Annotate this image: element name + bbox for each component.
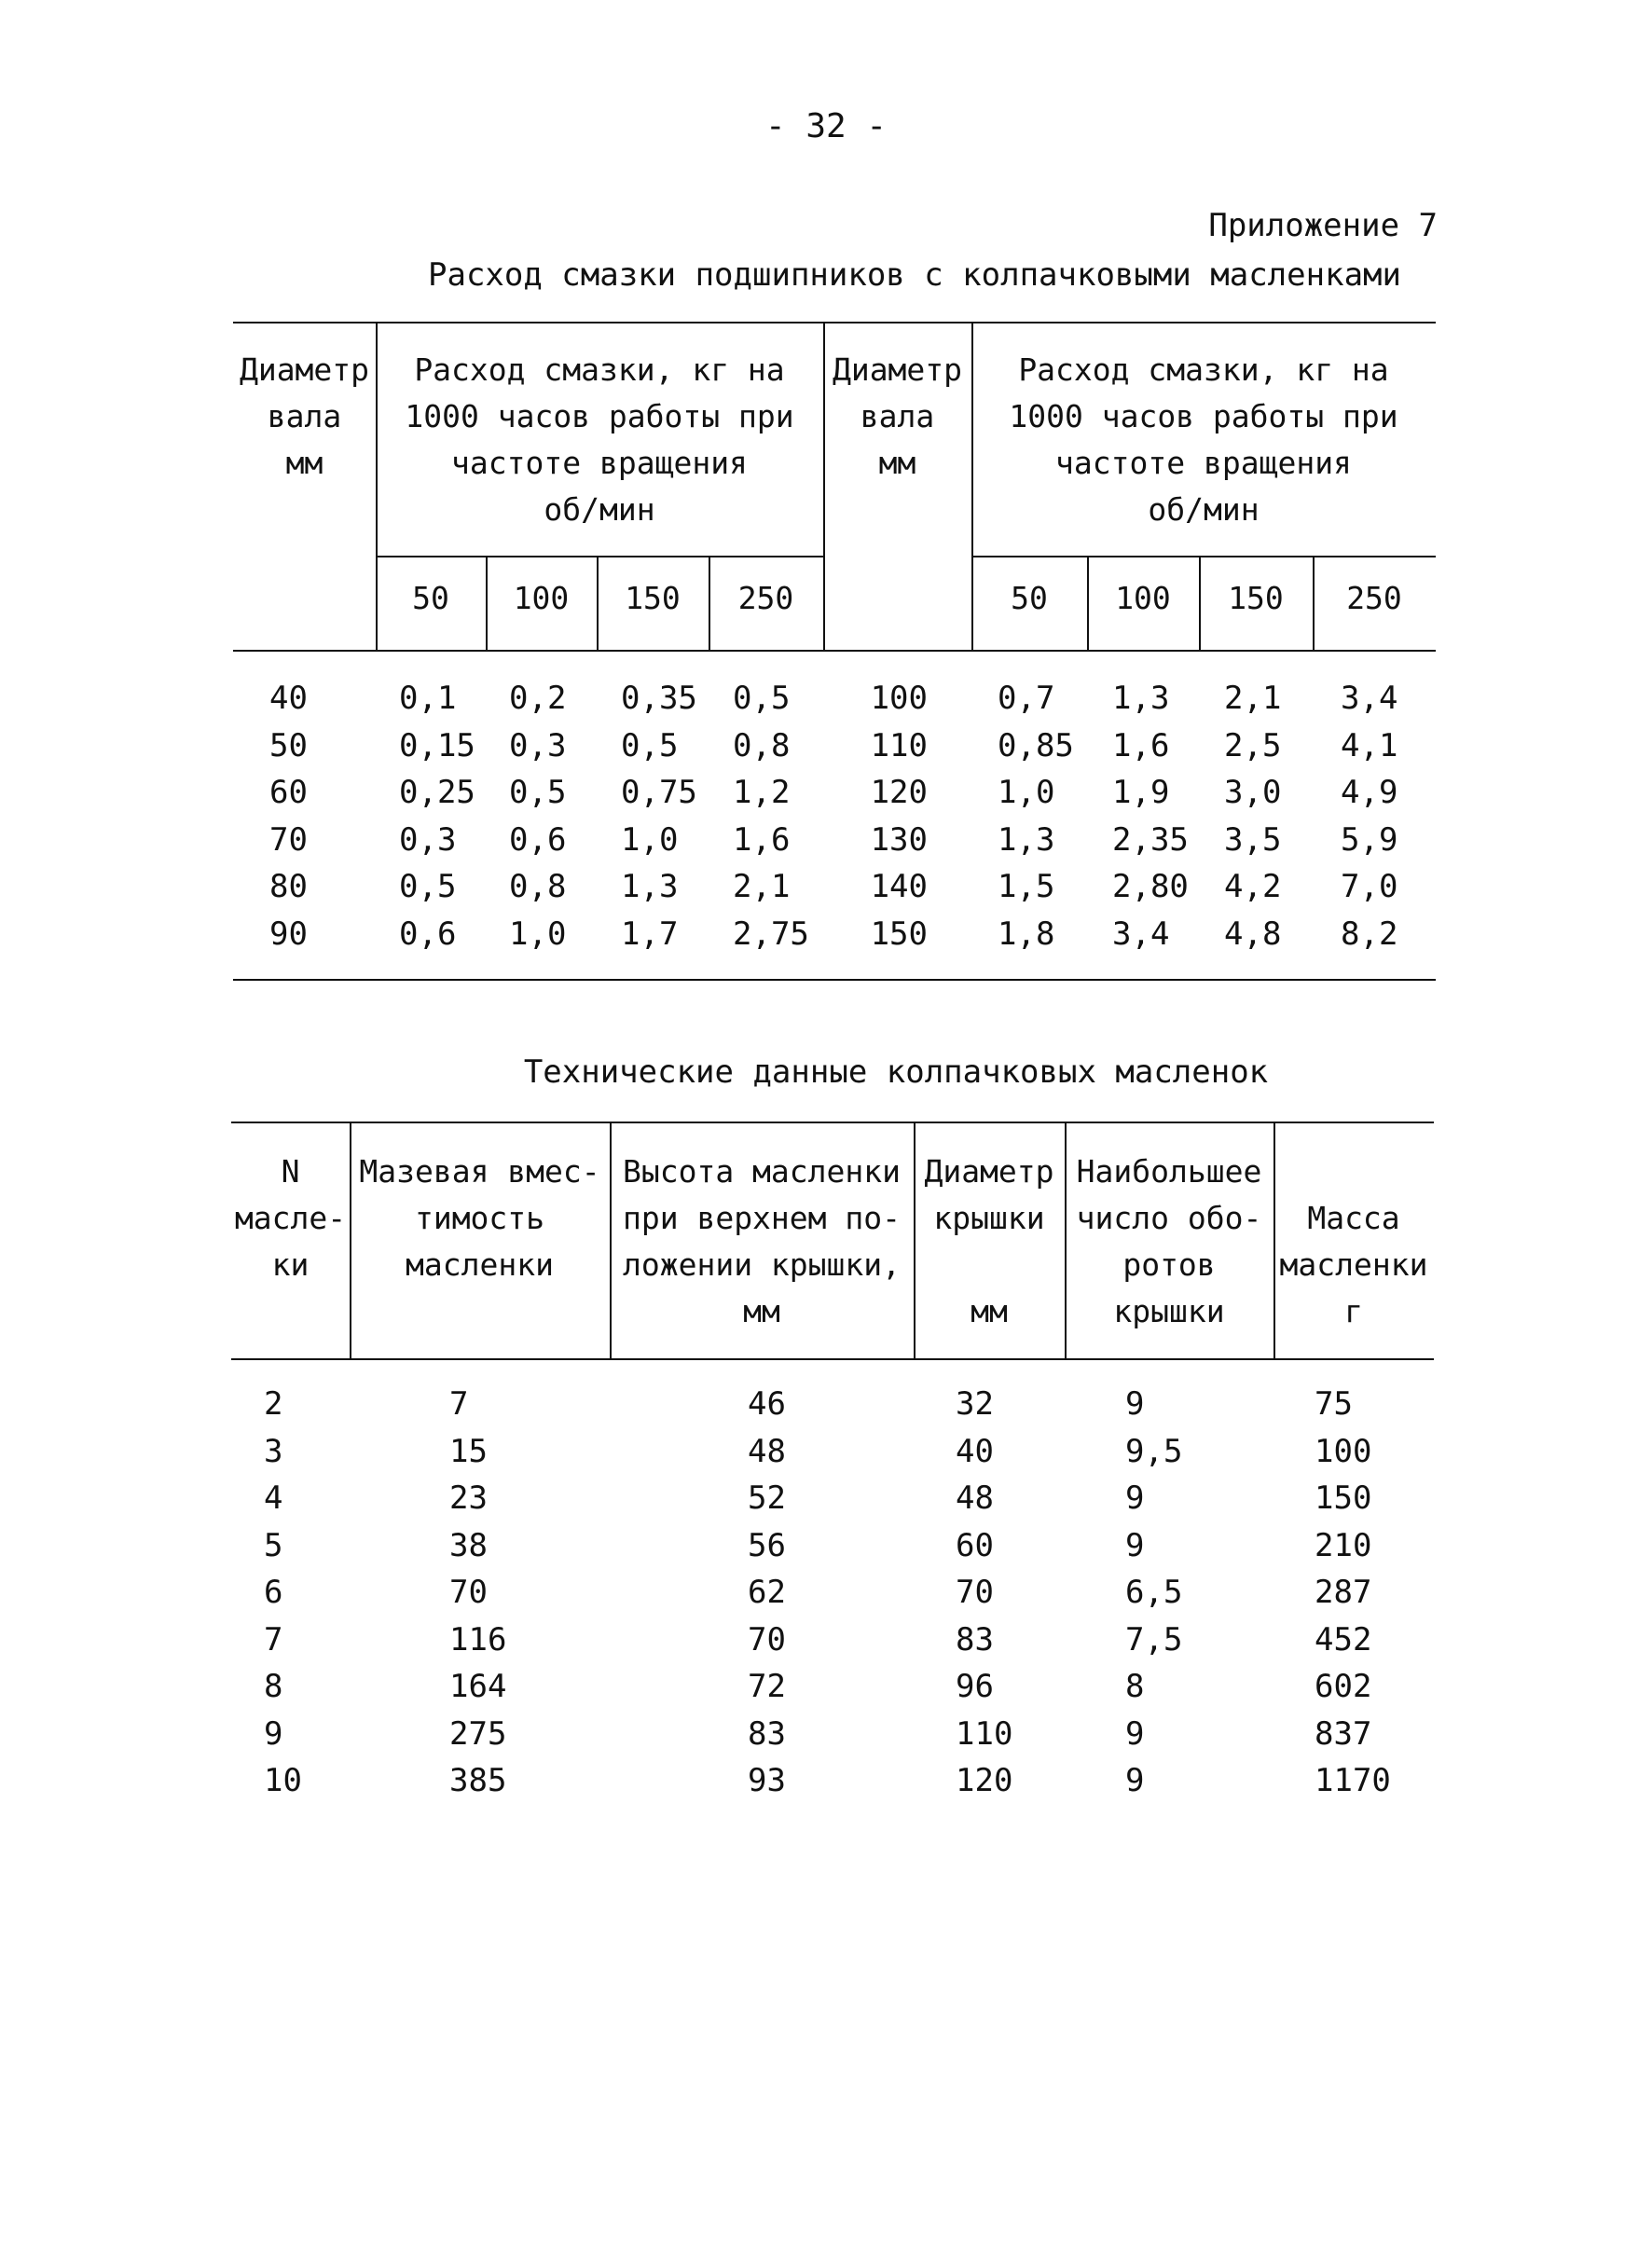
table-cell: 275 — [449, 1714, 507, 1753]
appendix-label: Приложение 7 — [1208, 207, 1438, 244]
table-cell: 120 — [956, 1762, 1013, 1799]
table1-speed-150-right: 150 — [1228, 580, 1284, 616]
table-cell: 1,6 — [1112, 726, 1170, 764]
table-cell: 8 — [264, 1668, 283, 1705]
table-cell: 0,25 — [399, 774, 475, 811]
table-cell: 1,2 — [733, 774, 791, 811]
table1-speed-150-left: 150 — [625, 580, 681, 616]
table2-header-mass: Масса масленки г — [1279, 1200, 1428, 1329]
table-cell: 2,35 — [1112, 820, 1189, 859]
table-cell: 60 — [956, 1526, 994, 1564]
table-cell: 0,8 — [509, 868, 567, 905]
table-cell: 75 — [1315, 1385, 1353, 1423]
table-cell: 0,5 — [399, 868, 457, 905]
table2-header-max-turns: Наибольшее число обо- ротов крышки — [1076, 1153, 1262, 1329]
table-cell: 1,3 — [621, 868, 679, 905]
table-cell: 15 — [449, 1432, 488, 1470]
table-cell: 3,4 — [1341, 680, 1398, 717]
table-cell: 32 — [956, 1385, 994, 1423]
table-cell: 48 — [748, 1432, 786, 1470]
table2-header-cap-diameter: Диаметр крышки мм — [924, 1153, 1054, 1329]
table-cell: 80 — [269, 868, 308, 905]
table1-bottom-rule — [233, 979, 1436, 981]
table1-header-consumption-right: Расход смазки, кг на 1000 часов работы при частоте вращения об/мин — [1009, 351, 1398, 528]
page-number: - 32 - — [764, 107, 888, 145]
table-cell: 70 — [449, 1574, 488, 1611]
table1-header-shaft-diameter-left: Диаметр вала мм — [239, 351, 370, 481]
table-cell: 2,75 — [733, 915, 809, 953]
table-cell: 9 — [264, 1714, 283, 1753]
table-cell: 0,3 — [509, 726, 567, 764]
table-cell: 210 — [1315, 1526, 1372, 1564]
table-cell: 96 — [956, 1668, 994, 1705]
table1-top-rule — [233, 322, 1436, 323]
table-cell: 70 — [269, 820, 308, 859]
table-cell: 9 — [1125, 1479, 1145, 1517]
table-cell: 110 — [956, 1714, 1013, 1753]
table-cell: 90 — [269, 915, 308, 953]
table-cell: 120 — [870, 774, 928, 811]
table2-header-height: Высота масленки при верхнем по- ложении крышки, мм — [622, 1153, 901, 1329]
table1-speed-rule-left — [376, 556, 823, 557]
table-cell: 0,85 — [998, 726, 1074, 764]
table1-speed-50-left: 50 — [412, 580, 449, 616]
table2-title: Технические данные колпачковых масленок — [523, 1053, 1269, 1091]
table-cell: 150 — [1315, 1479, 1372, 1517]
table1-speed-100-left: 100 — [513, 580, 570, 616]
table-cell: 0,5 — [621, 726, 679, 764]
table-cell: 9 — [1125, 1526, 1145, 1564]
table-cell: 287 — [1315, 1574, 1372, 1611]
table-cell: 0,6 — [509, 820, 567, 859]
table-cell: 1,9 — [1112, 774, 1170, 811]
table-cell: 9 — [1125, 1762, 1145, 1799]
table-cell: 164 — [449, 1668, 507, 1705]
table-cell: 48 — [956, 1479, 994, 1517]
table-cell: 40 — [269, 680, 308, 717]
table-cell: 62 — [748, 1574, 786, 1611]
table-cell: 1,8 — [998, 915, 1055, 953]
table-cell: 8 — [1125, 1668, 1145, 1705]
table-cell: 38 — [449, 1526, 488, 1564]
table-cell: 93 — [748, 1762, 786, 1799]
table1-speed-100-right: 100 — [1115, 580, 1171, 616]
table-cell: 837 — [1315, 1714, 1372, 1753]
table-cell: 3,0 — [1224, 774, 1282, 811]
table-cell: 52 — [748, 1479, 786, 1517]
table-cell: 50 — [269, 726, 308, 764]
table-cell: 1,5 — [998, 868, 1055, 905]
table-cell: 8,2 — [1341, 915, 1398, 953]
table2-header-capacity: Мазевая вмес- тимость масленки — [359, 1153, 600, 1283]
table-cell: 0,5 — [733, 680, 791, 717]
table-cell: 70 — [956, 1574, 994, 1611]
table1-header-shaft-diameter-right: Диаметр вала мм — [832, 351, 963, 481]
table-cell: 385 — [449, 1762, 507, 1799]
table-cell: 0,15 — [399, 726, 475, 764]
table-cell: 0,7 — [998, 680, 1055, 717]
table-cell: 150 — [870, 915, 928, 953]
table1-header-rule — [233, 650, 1436, 652]
table2-header-rule — [231, 1358, 1434, 1360]
table1-speed-250-left: 250 — [737, 580, 794, 616]
table-cell: 0,75 — [621, 774, 697, 811]
table-cell: 2,1 — [733, 868, 791, 905]
table-cell: 1,7 — [621, 915, 679, 953]
table-cell: 116 — [449, 1620, 507, 1658]
table-cell: 7,0 — [1341, 868, 1398, 905]
table-cell: 23 — [449, 1479, 488, 1517]
table-cell: 1,0 — [509, 915, 567, 953]
table-cell: 1170 — [1315, 1762, 1391, 1799]
table-cell: 9 — [1125, 1714, 1145, 1753]
table-cell: 4,2 — [1224, 868, 1282, 905]
table-cell: 1,0 — [998, 774, 1055, 811]
table2-top-rule — [231, 1122, 1434, 1123]
table-cell: 83 — [748, 1714, 786, 1753]
table-cell: 5 — [264, 1526, 283, 1564]
table-cell: 4 — [264, 1479, 283, 1517]
table-cell: 3 — [264, 1432, 283, 1470]
table1-speed-50-right: 50 — [1011, 580, 1048, 616]
table-cell: 130 — [870, 820, 928, 859]
table-cell: 1,3 — [998, 820, 1055, 859]
table-cell: 70 — [748, 1620, 786, 1658]
table-cell: 46 — [748, 1385, 786, 1423]
table1-speed-250-right: 250 — [1346, 580, 1402, 616]
table-cell: 100 — [870, 680, 928, 717]
table-cell: 9,5 — [1125, 1432, 1183, 1470]
table-cell: 7 — [264, 1620, 283, 1658]
table-cell: 1,0 — [621, 820, 679, 859]
table-cell: 60 — [269, 774, 308, 811]
table-cell: 0,35 — [621, 680, 697, 717]
table-cell: 2,5 — [1224, 726, 1282, 764]
table-cell: 6,5 — [1125, 1574, 1183, 1611]
table-cell: 0,3 — [399, 820, 457, 859]
table2-header-number: N масле- ки — [234, 1153, 347, 1283]
table-cell: 4,1 — [1341, 726, 1398, 764]
table-cell: 0,2 — [509, 680, 567, 717]
table-cell: 4,9 — [1341, 774, 1398, 811]
table-cell: 0,5 — [509, 774, 567, 811]
table1-header-consumption-left: Расход смазки, кг на 1000 часов работы при частоте вращения об/мин — [405, 351, 794, 528]
table-cell: 1,6 — [733, 820, 791, 859]
table-cell: 110 — [870, 726, 928, 764]
table-cell: 140 — [870, 868, 928, 905]
table-cell: 100 — [1315, 1432, 1372, 1470]
table-cell: 56 — [748, 1526, 786, 1564]
table-cell: 6 — [264, 1574, 283, 1611]
table-cell: 10 — [264, 1762, 302, 1799]
table-cell: 2,1 — [1224, 680, 1282, 717]
table-cell: 2 — [264, 1385, 283, 1423]
table-cell: 3,4 — [1112, 915, 1170, 953]
table1-speed-rule-right — [971, 556, 1436, 557]
table-cell: 5,9 — [1341, 820, 1398, 859]
table-cell: 602 — [1315, 1668, 1372, 1705]
table-cell: 7,5 — [1125, 1620, 1183, 1658]
table-cell: 452 — [1315, 1620, 1372, 1658]
table-cell: 4,8 — [1224, 915, 1282, 953]
table-cell: 72 — [748, 1668, 786, 1705]
table1-title: Расход смазки подшипников с колпачковыми масленками — [428, 256, 1401, 294]
table-cell: 2,80 — [1112, 868, 1189, 905]
table-cell: 0,8 — [733, 726, 791, 764]
table-cell: 1,3 — [1112, 680, 1170, 717]
table-cell: 7 — [449, 1385, 469, 1423]
table-cell: 40 — [956, 1432, 994, 1470]
table-cell: 3,5 — [1224, 820, 1282, 859]
table-cell: 9 — [1125, 1385, 1145, 1423]
table-cell: 0,6 — [399, 915, 457, 953]
table-cell: 0,1 — [399, 680, 457, 717]
table-cell: 83 — [956, 1620, 994, 1658]
